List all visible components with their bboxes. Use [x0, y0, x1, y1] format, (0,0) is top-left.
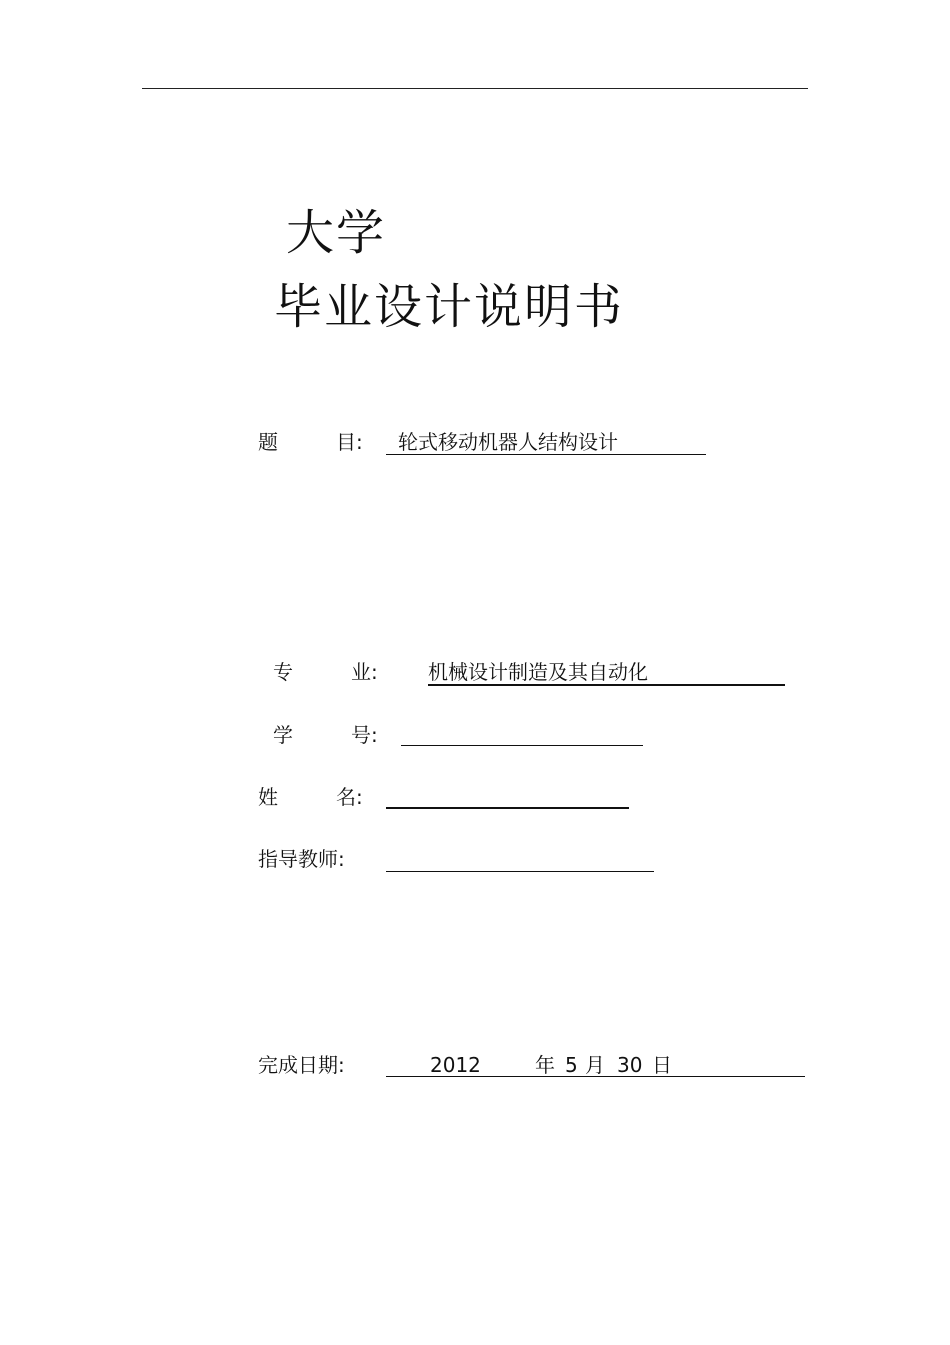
name-underline [386, 807, 629, 809]
topic-value: 轮式移动机器人结构设计 [398, 430, 618, 454]
completion-month-unit: 月 [585, 1053, 605, 1077]
completion-day-unit: 日 [652, 1053, 672, 1077]
completion-date-underline [386, 1076, 805, 1077]
completion-date-label: 完成日期: [258, 1053, 345, 1077]
completion-month: 5 [565, 1053, 578, 1077]
name-label-2: 名: [336, 785, 363, 809]
advisor-label: 指导教师: [258, 847, 345, 871]
topic-label-1: 题 [258, 430, 278, 454]
completion-year-unit: 年 [535, 1053, 555, 1077]
header-rule [142, 88, 808, 89]
university-name: 大学 [286, 205, 387, 261]
completion-day: 30 [617, 1053, 643, 1077]
advisor-underline [386, 871, 654, 872]
major-label-2: 业: [351, 660, 378, 684]
major-underline [428, 684, 785, 686]
topic-label-2: 目: [336, 430, 363, 454]
major-value: 机械设计制造及其自动化 [428, 660, 648, 684]
student-id-underline [401, 745, 643, 746]
student-id-label-2: 号: [351, 723, 378, 747]
document-title: 毕业设计说明书 [274, 279, 625, 335]
name-label-1: 姓 [258, 785, 278, 809]
student-id-label-1: 学 [273, 723, 293, 747]
major-label-1: 专 [273, 660, 293, 684]
topic-underline [386, 454, 706, 455]
completion-year: 2012 [430, 1053, 481, 1077]
